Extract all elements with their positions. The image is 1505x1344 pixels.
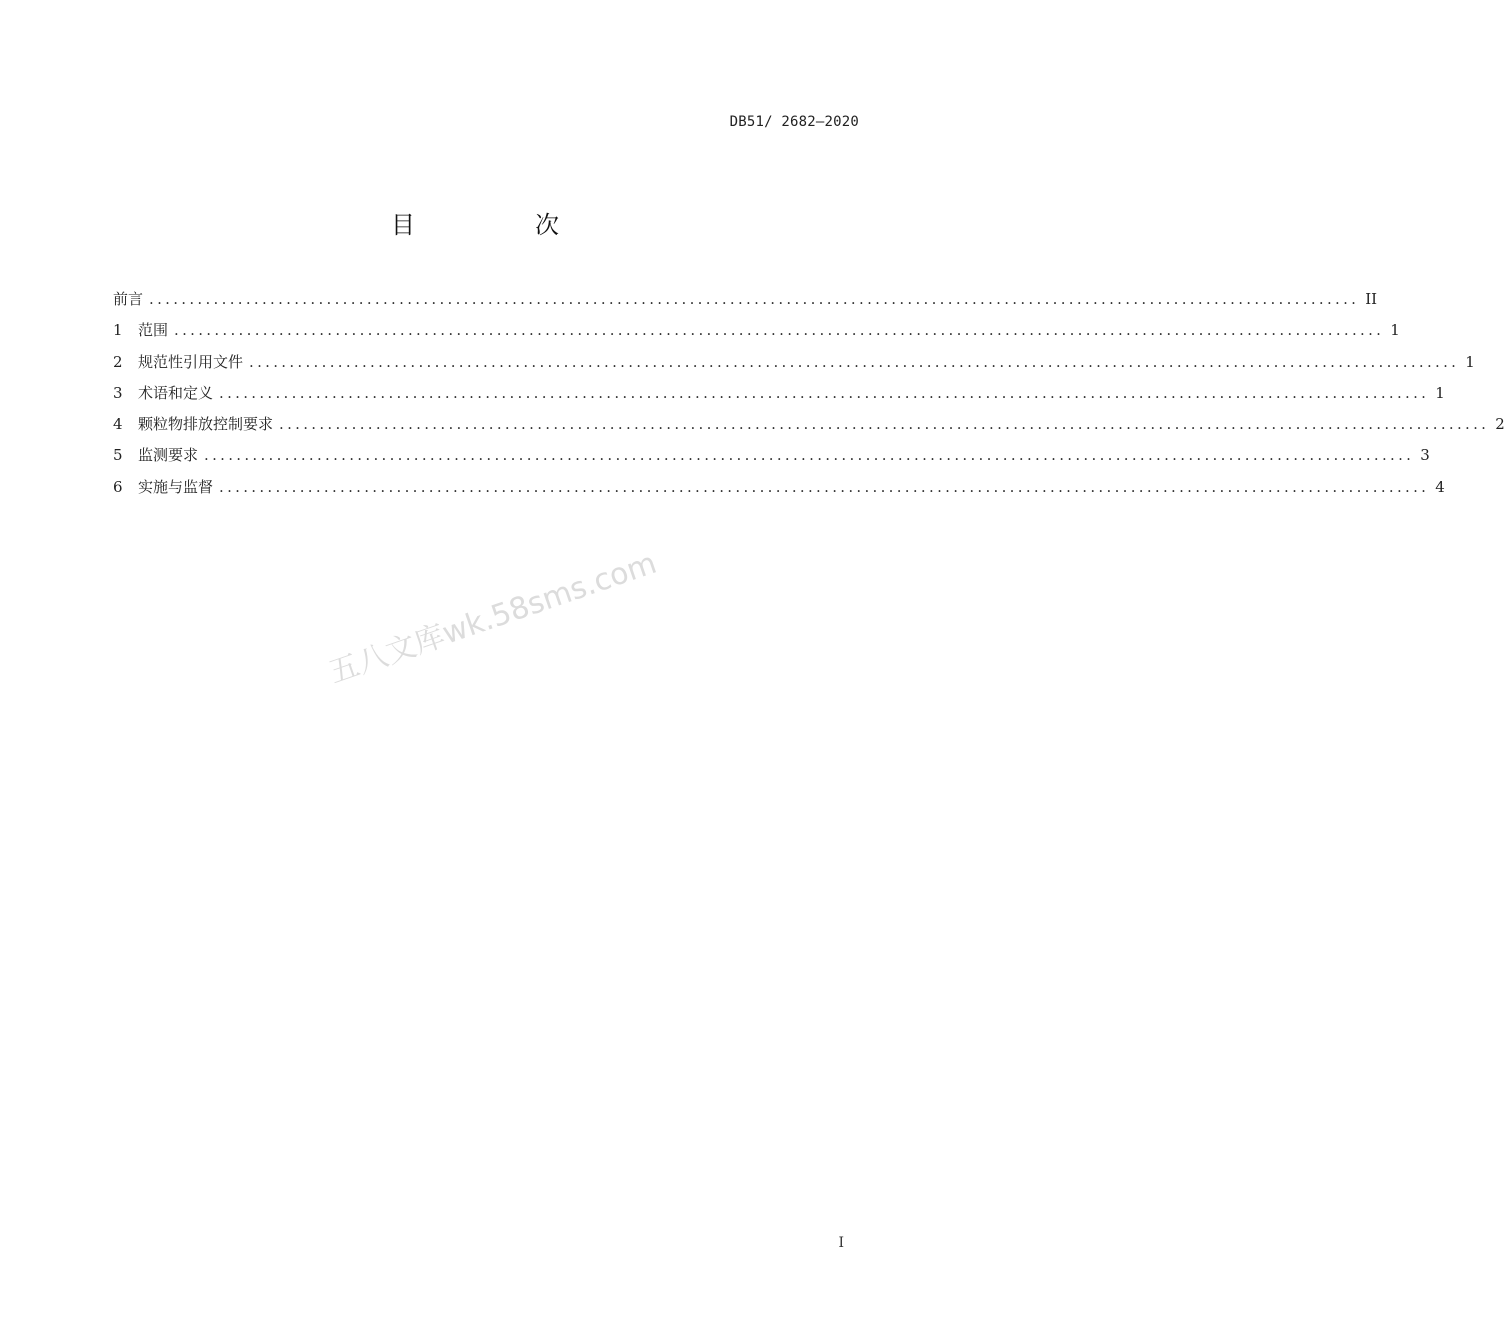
toc-entry-foreword[interactable] [113, 284, 1378, 315]
toc-entry-number: 4 [113, 415, 123, 434]
page-number: I [838, 1235, 844, 1251]
standard-code: DB51/ 2682—2020 [729, 114, 859, 130]
toc-entry-5[interactable] [113, 440, 1430, 471]
toc-entry-number: 6 [113, 477, 123, 496]
toc-entry-page: II [1365, 290, 1378, 308]
toc-entry-page: 1 [1390, 321, 1400, 340]
toc-entry-page: 3 [1420, 446, 1430, 465]
toc-entry-page: 4 [1435, 477, 1445, 496]
toc-entry-page: 1 [1435, 383, 1445, 402]
page-title: 目 次 [391, 211, 607, 239]
toc-entry-number: 1 [113, 321, 123, 340]
toc-entry-label: 监测要求 [138, 446, 199, 465]
toc-entry-label: 颗粒物排放控制要求 [138, 415, 274, 434]
toc-entry-page: 1 [1465, 352, 1475, 371]
toc-entry-number: 5 [113, 446, 123, 465]
toc-leader-dots: ...................................................................................................................................................... [219, 477, 1430, 496]
toc-entry-number: 2 [113, 352, 123, 371]
toc-leader-dots: ...................................................................................................................................................... [249, 352, 1460, 371]
toc-entry-4[interactable] [113, 409, 1505, 440]
toc-leader-dots: ...................................................................................................................................................... [204, 446, 1415, 465]
toc-leader-dots: ...................................................................................................................................................... [149, 290, 1360, 308]
toc-entry-1[interactable] [113, 315, 1400, 346]
watermark: 五八文库wk.58sms.com [324, 545, 661, 691]
toc-entry-label: 实施与监督 [138, 477, 214, 496]
toc-entry-3[interactable] [113, 378, 1445, 409]
toc-entry-label: 术语和定义 [138, 383, 214, 402]
toc-entry-label: 范围 [138, 321, 169, 340]
toc-entry-label: 前言 [113, 290, 144, 308]
toc-entry-6[interactable] [113, 472, 1445, 503]
toc-leader-dots: ...................................................................................................................................................... [219, 383, 1430, 402]
toc-leader-dots: ...................................................................................................................................................... [174, 321, 1385, 340]
toc-entry-2[interactable] [113, 347, 1475, 378]
toc-entry-page: 2 [1495, 415, 1505, 434]
toc-leader-dots: ...................................................................................................................................................... [279, 415, 1490, 434]
toc-entry-label: 规范性引用文件 [138, 352, 244, 371]
toc-entry-number: 3 [113, 383, 123, 402]
table-of-contents [113, 284, 1505, 503]
